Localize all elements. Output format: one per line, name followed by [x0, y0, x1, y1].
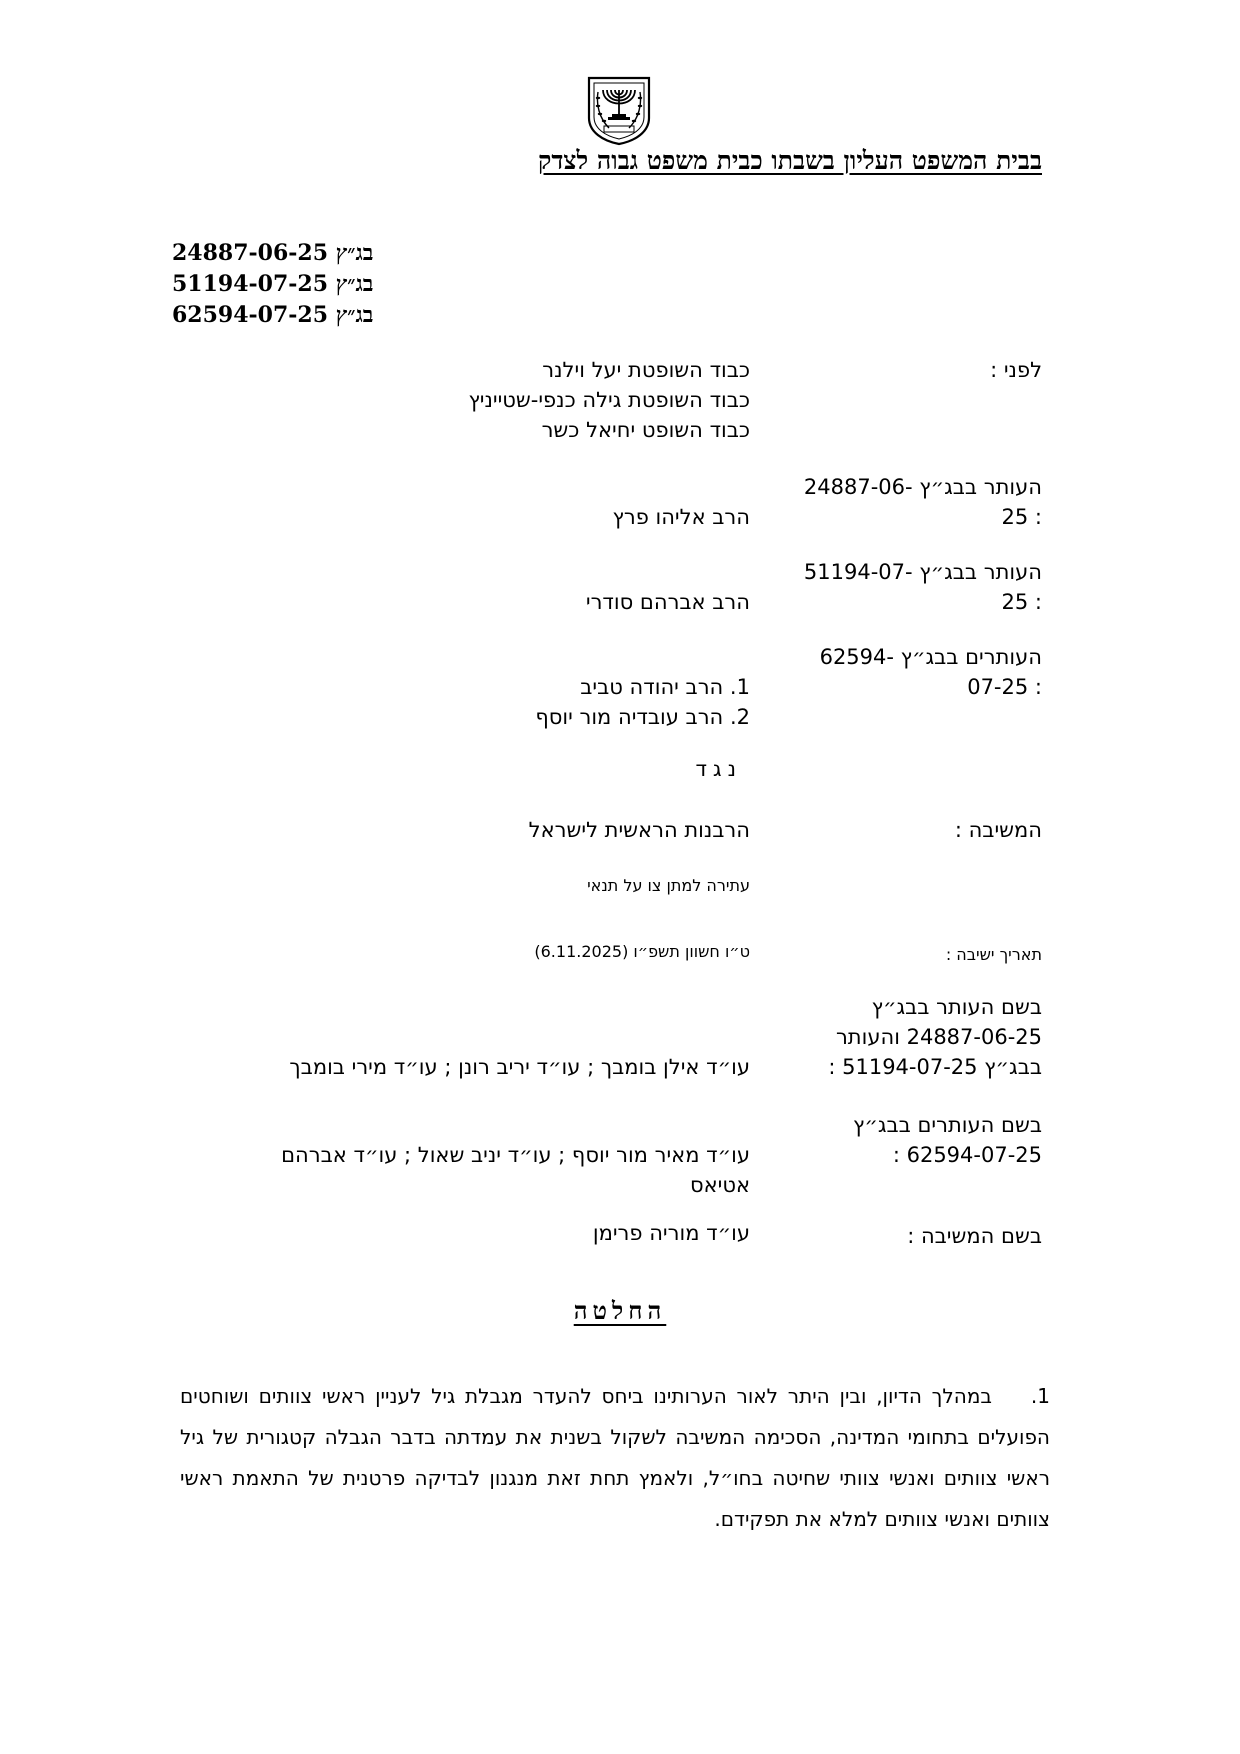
decision-paragraph [180, 1376, 1050, 1540]
case-number: 62594-07-25 [172, 302, 329, 328]
judges-list [190, 355, 750, 445]
case-number-row [172, 269, 432, 300]
petitioner-1-name: הרב אליהו פרץ [612, 505, 750, 529]
counsel-respondent-name: עו״ד מוריה פרימן [592, 1221, 750, 1245]
petitioner-1-label [772, 472, 1042, 532]
counsel-1-label-line: בבג״ץ 51194-07-25 : [828, 1055, 1042, 1079]
petitioner-name: 1. הרב יהודה טביב [580, 675, 750, 699]
respondent-name: הרבנות הראשית לישראל [528, 818, 750, 842]
petitioners-3-label-line: העותרים בבג״ץ -62594 [819, 645, 1042, 669]
judge-name: כבוד השופטת יעל וילנר [542, 358, 750, 382]
petitioner-name: 2. הרב עובדיה מור יוסף [535, 705, 750, 729]
counsel-1-label-line: 24887-06-25 והעותר [835, 1025, 1042, 1049]
case-number: 24887-06-25 [172, 240, 329, 266]
judge-name: כבוד השופט יחיאל כשר [541, 418, 750, 442]
hearing-date-value: ט״ו חשוון תשפ״ו (6.11.2025) [534, 942, 750, 961]
case-prefix: בג״ץ [335, 240, 374, 266]
counsel-2-label-line: 62594-07-25 : [892, 1143, 1042, 1167]
against-label: נגד [695, 757, 742, 781]
petitioner-2-label [772, 557, 1042, 617]
counsel-2-names [190, 1140, 750, 1200]
paragraph-number: 1. [1030, 1384, 1050, 1408]
case-prefix: בג״ץ [335, 302, 374, 328]
petitioners-3-label [772, 642, 1042, 702]
judge-name: כבוד השופטת גילה כנפי-שטייניץ [468, 388, 750, 412]
petitioner-1-label-line: : 25 [1001, 505, 1042, 529]
counsel-2-label-line: בשם העותרים בבג״ץ [853, 1113, 1042, 1137]
counsel-respondent-label: בשם המשיבה : [907, 1224, 1042, 1248]
counsel-2-names-line: אטיאס [689, 1173, 750, 1197]
petitioner-2-name: הרב אברהם סודרי [585, 590, 750, 614]
case-number-row [172, 300, 432, 331]
petitioner-2-label-line: העותר בבג״ץ -51194-07 [803, 560, 1042, 584]
case-prefix: בג״ץ [335, 271, 374, 297]
counsel-1-label [772, 992, 1042, 1082]
counsel-1-label-line: בשם העותר בבג״ץ [871, 995, 1042, 1019]
counsel-2-names-line: עו״ד מאיר מור יוסף ; עו״ד יניב שאול ; עו״ד אברהם [281, 1143, 750, 1167]
court-title: בבית המשפט העליון בשבתו כבית משפט גבוה לצדק [538, 146, 1042, 175]
case-number: 51194-07-25 [172, 271, 329, 297]
petitioner-1-label-line: העותר בבג״ץ -24887-06 [803, 475, 1042, 499]
before-label: לפני : [990, 358, 1042, 382]
petitioners-3-names [190, 672, 750, 732]
state-emblem-icon [583, 74, 655, 146]
case-numbers [172, 238, 432, 331]
petition-type: עתירה למתן צו על תנאי [587, 876, 750, 895]
paragraph-text: במהלך הדיון, ובין היתר לאור הערותינו ביחס להעדר מגבלת גיל לעניין ראשי צוותים ושוחטים הפועלים בתחומי המדינה, הסכימה המשיבה לשקול בשנית את עמדתה בדבר הגבלה קטגורית של גיל ראשי צוותים ואנשי צוותי שחיטה בחו״ל, ולאמץ תחת זאת מנגנון לבדיקה פרטנית של התאמת ראשי צוותים ואנשי צוותים למלא את תפקידם. [180, 1384, 1050, 1531]
petitioner-2-label-line: : 25 [1001, 590, 1042, 614]
case-number-row [172, 238, 432, 269]
counsel-2-label [772, 1110, 1042, 1170]
respondent-label: המשיבה : [954, 818, 1042, 842]
hearing-date-label: תאריך ישיבה : [945, 945, 1042, 964]
petitioners-3-label-line: : 07-25 [967, 675, 1042, 699]
counsel-1-names: עו״ד אילן בומבך ; עו״ד יריב רונן ; עו״ד מירי בומבך [289, 1055, 750, 1079]
decision-title: החלטה [573, 1296, 667, 1325]
